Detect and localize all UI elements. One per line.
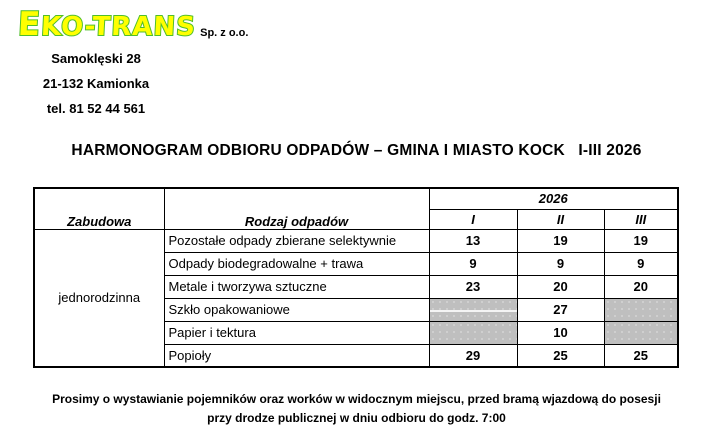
header-year: 2026 [429, 188, 678, 209]
eko-trans-logo: EKO-TRANS [17, 4, 197, 43]
date-cell: 19 [604, 229, 678, 252]
waste-type-label: Pozostałe odpady zbierane selektywnie [164, 229, 429, 252]
zabudowa-value: jednorodzinna [34, 229, 164, 367]
empty-gray-cell [604, 298, 678, 321]
date-cell: 25 [517, 344, 604, 367]
empty-gray-cell [429, 298, 517, 321]
date-cell: 20 [517, 275, 604, 298]
date-cell: 29 [429, 344, 517, 367]
header-month-2: II [517, 209, 604, 229]
date-cell: 25 [604, 344, 678, 367]
header-zabudowa: Zabudowa [34, 188, 164, 229]
empty-gray-cell [429, 321, 517, 344]
date-cell: 9 [517, 252, 604, 275]
waste-type-label: Papier i tektura [164, 321, 429, 344]
header-month-1: I [429, 209, 517, 229]
address-city: 21-132 Kamionka [42, 76, 150, 91]
footer-line-1: Prosimy o wystawianie pojemników oraz worków w widocznym miejscu, przed bramą wjazdową do posesji [52, 392, 661, 406]
waste-type-label: Szkło opakowaniowe [164, 298, 429, 321]
waste-type-label: Odpady biodegradowalne + trawa [164, 252, 429, 275]
date-cell: 10 [517, 321, 604, 344]
date-cell: 23 [429, 275, 517, 298]
date-cell: 13 [429, 229, 517, 252]
date-cell: 19 [517, 229, 604, 252]
document-title: HARMONOGRAM ODBIORU ODPADÓW – GMINA I MIASTO KOCK I-III 2026 [71, 142, 642, 159]
address-street: Samoklęski 28 [51, 51, 141, 66]
company-logo [0, 0, 713, 43]
date-cell: 9 [604, 252, 678, 275]
header-rodzaj-odpadow: Rodzaj odpadów [164, 188, 429, 229]
footer-line-2: przy drodze publicznej w dniu odbioru do godz. 7:00 [207, 411, 506, 425]
footer-note [0, 390, 713, 428]
erased-line-artifact [430, 310, 517, 312]
date-cell: 9 [429, 252, 517, 275]
waste-type-label: Popioły [164, 344, 429, 367]
company-legal-suffix: Sp. z o.o. [200, 27, 249, 39]
company-address [12, 46, 180, 121]
empty-gray-cell [604, 321, 678, 344]
date-cell: 20 [604, 275, 678, 298]
header-month-3: III [604, 209, 678, 229]
waste-type-label: Metale i tworzywa sztuczne [164, 275, 429, 298]
date-cell: 27 [517, 298, 604, 321]
table-row [34, 229, 678, 252]
waste-schedule-table [33, 187, 679, 368]
address-phone: tel. 81 52 44 561 [46, 101, 146, 116]
